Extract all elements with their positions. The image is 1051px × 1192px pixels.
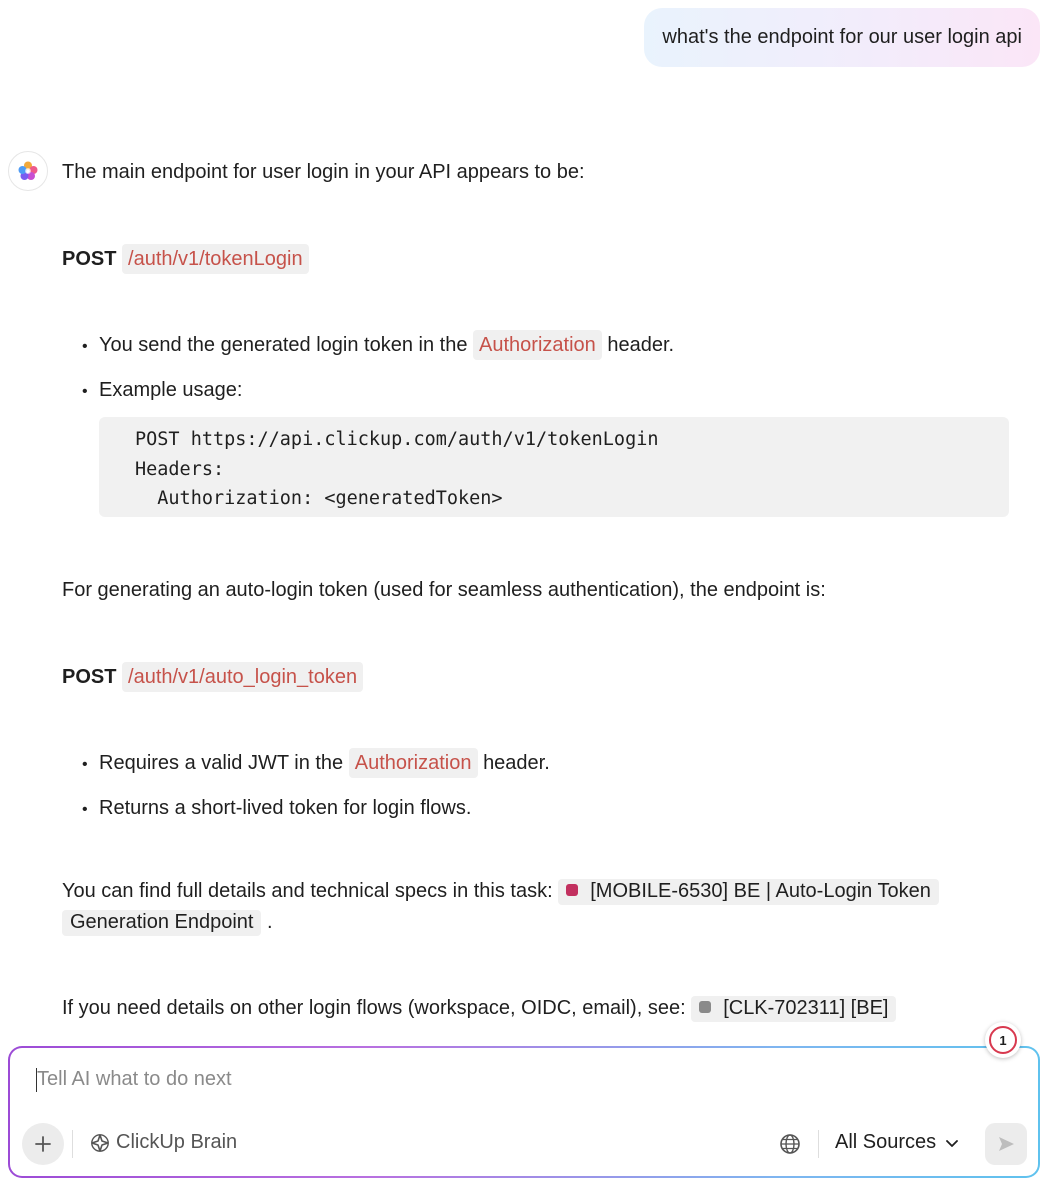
list-item: • Requires a valid JWT in the Authorization header. [82, 748, 550, 780]
divider [818, 1130, 819, 1158]
task-link-clk-702311[interactable]: [CLK-702311] [BE] [691, 996, 896, 1022]
user-message-text: what's the endpoint for our user login api [662, 26, 1022, 48]
globe-icon [779, 1133, 801, 1155]
task-status-icon [566, 884, 578, 896]
endpoint-path: /auth/v1/tokenLogin [122, 244, 309, 274]
web-search-toggle[interactable] [779, 1133, 801, 1161]
list-item: • You send the generated login token in the Authorization header. [82, 330, 674, 362]
endpoint-method: POST [62, 248, 117, 270]
notification-badge[interactable]: 1 [985, 1022, 1021, 1058]
ai-composer [8, 1046, 1040, 1178]
send-icon [996, 1134, 1016, 1154]
endpoint-login [62, 244, 309, 274]
endpoint-path: /auth/v1/auto_login_token [122, 662, 363, 692]
divider [72, 1130, 73, 1158]
sources-dropdown[interactable]: All Sources [835, 1131, 960, 1154]
clickup-brain-logo-icon [16, 159, 40, 183]
endpoint-method: POST [62, 666, 117, 688]
composer-input[interactable]: Tell AI what to do next [37, 1068, 232, 1090]
clickup-brain-selector[interactable]: ClickUp Brain [90, 1131, 237, 1154]
list-item: • Example usage: [82, 379, 243, 401]
other-flows-paragraph: If you need details on other login flows (workspace, OIDC, email), see: [CLK-702311] [BE] [62, 994, 896, 1022]
send-button[interactable] [985, 1123, 1027, 1165]
inline-code: Authorization [349, 748, 478, 778]
list-item: • Returns a short-lived token for login flows. [82, 797, 472, 819]
task-status-icon [699, 1001, 711, 1013]
plus-icon [34, 1135, 52, 1153]
brain-icon [90, 1133, 110, 1153]
ai-intro-text: The main endpoint for user login in your API appears to be: [62, 161, 585, 183]
task-link-mobile-6530[interactable]: [MOBILE-6530] BE | Auto-Login Token Generation Endpoint [62, 879, 939, 936]
add-button[interactable] [22, 1123, 64, 1165]
endpoint-auto-login [62, 662, 363, 692]
ai-avatar [8, 151, 48, 191]
user-message-bubble [644, 8, 1040, 67]
auto-login-intro-text: For generating an auto-login token (used for seamless authentication), the endpoint is: [62, 579, 826, 601]
inline-code: Authorization [473, 330, 602, 360]
task-details-paragraph: You can find full details and technical specs in this task: [MOBILE-6530] BE | Auto-Login Token Generation Endpoint . [62, 876, 1024, 938]
chevron-down-icon [944, 1135, 960, 1151]
code-block: POST https://api.clickup.com/auth/v1/tokenLogin Headers: Authorization: <generatedToken> [99, 417, 1009, 517]
